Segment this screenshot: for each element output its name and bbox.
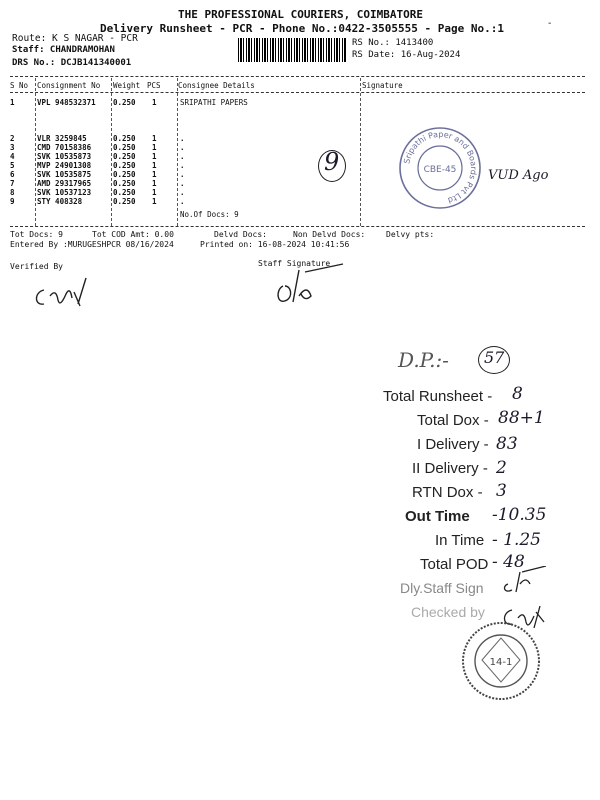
row-weight: 0.250 (113, 143, 136, 152)
row-pcs: 1 (152, 170, 157, 179)
seal-center-text: CBE-45 (423, 165, 457, 175)
row-pcs: 1 (152, 152, 157, 161)
summary-value: 3 (496, 481, 507, 501)
dp-value: 57 (484, 348, 505, 367)
row-consignment: SVK 10537123 (37, 188, 92, 197)
table-header-rule (10, 92, 585, 93)
row-consignee: . (180, 161, 185, 170)
delvy-pts: Delvy pts: (386, 230, 435, 239)
row-sno: 8 (10, 188, 15, 197)
row-consignment: CMD 70158386 (37, 143, 92, 152)
summary-value: - 48 (492, 552, 525, 572)
row-consignment: STY 408328 (37, 197, 83, 206)
verified-signature (30, 270, 100, 312)
handwritten-count: 9 (324, 148, 340, 176)
row-consignment: AMD 29317965 (37, 179, 92, 188)
non-delvd-docs: Non Delvd Docs: (293, 230, 366, 239)
company-seal (398, 126, 482, 210)
route-label: Route: K S NAGAR - PCR (12, 33, 138, 44)
delvd-docs: Delvd Docs: (214, 230, 267, 239)
dly-staff-signature (498, 566, 548, 596)
row-sno: 6 (10, 170, 15, 179)
round-stamp (460, 620, 542, 702)
col-weight: Weight (113, 81, 141, 90)
printed-on: Printed on: 16-08-2024 10:41:56 (200, 240, 350, 249)
no-of-docs: No.Of Docs: 9 (180, 210, 239, 219)
row-consignee: . (180, 179, 185, 188)
rs-date: RS Date: 16-Aug-2024 (352, 50, 461, 60)
row-consignment: VLR 3259845 (37, 134, 87, 143)
row-weight: 0.250 (113, 152, 136, 161)
row-consignee: . (180, 134, 185, 143)
rs-number: RS No.: 1413400 (352, 38, 434, 48)
summary-value: 88+1 (498, 408, 545, 428)
staff-signature-label: Staff Signature (258, 259, 331, 268)
summary-label: I Delivery - (417, 436, 489, 453)
col-divider (360, 78, 361, 226)
row-consignment: VPL 948532371 (37, 98, 96, 107)
tot-docs: Tot Docs: 9 (10, 230, 63, 239)
row-pcs: 1 (152, 98, 157, 107)
col-divider (111, 78, 112, 226)
row-pcs: 1 (152, 143, 157, 152)
drs-number: DRS No.: DCJB141340001 (12, 58, 132, 68)
col-signature: Signature (362, 81, 403, 90)
row-weight: 0.250 (113, 161, 136, 170)
summary-label: RTN Dox - (412, 484, 483, 501)
row-consignee: . (180, 143, 185, 152)
seal-ring-text: Sripathi Paper and Boards Pvt Ltd (402, 129, 479, 205)
row-pcs: 1 (152, 188, 157, 197)
dp-label: D.P.:- (398, 348, 449, 372)
summary-label: Checked by (411, 604, 485, 620)
summary-value: - 1.25 (492, 530, 541, 550)
row-weight: 0.250 (113, 197, 136, 206)
row-sno: 3 (10, 143, 15, 152)
staff-signature (265, 262, 345, 314)
round-stamp-text: 14-1 (489, 657, 513, 668)
company-name: THE PROFESSIONAL COURIERS, COIMBATORE (178, 8, 424, 21)
row-consignee: . (180, 152, 185, 161)
tot-cod: Tot COD Amt: 0.00 (92, 230, 174, 239)
runsheet-title: Delivery Runsheet - PCR - Phone No.:0422-3505555 - Page No.:1 (100, 22, 504, 35)
row-consignee: . (180, 170, 185, 179)
staff-label: Staff: CHANDRAMOHAN (12, 45, 115, 55)
row-consignee: . (180, 197, 185, 206)
table-bottom-rule (10, 226, 585, 227)
summary-label: Out Time (405, 508, 470, 525)
row-pcs: 1 (152, 134, 157, 143)
row-sno: 1 (10, 98, 15, 107)
row-sno: 5 (10, 161, 15, 170)
corner-mark: - (548, 18, 552, 29)
row-consignment: MVP 24901308 (37, 161, 92, 170)
row-sno: 4 (10, 152, 15, 161)
row-consignment: SVK 10535873 (37, 152, 92, 161)
summary-label: Dly.Staff Sign (400, 580, 484, 596)
row-weight: 0.250 (113, 179, 136, 188)
summary-label: In Time (435, 532, 485, 549)
row-consignee: SRIPATHI PAPERS (180, 98, 248, 107)
row-sno: 7 (10, 179, 15, 188)
summary-value: 2 (496, 458, 507, 478)
row-weight: 0.250 (113, 98, 136, 107)
row-pcs: 1 (152, 161, 157, 170)
row-consignment: SVK 10535875 (37, 170, 92, 179)
row-consignee: . (180, 188, 185, 197)
summary-label: II Delivery - (412, 460, 488, 477)
summary-value: 83 (496, 434, 518, 454)
table-top-rule (10, 76, 585, 77)
entered-by: Entered By :MURUGESHPCR 08/16/2024 (10, 240, 174, 249)
col-pcs: PCS (147, 81, 161, 90)
verified-by-label: Verified By (10, 262, 63, 271)
summary-label: Total Runsheet - (383, 388, 493, 405)
summary-value: 8 (512, 384, 523, 404)
row-weight: 0.250 (113, 134, 136, 143)
col-consignment: Consignment No (37, 81, 101, 90)
col-sno: S No (10, 81, 29, 90)
row-sno: 2 (10, 134, 15, 143)
row-pcs: 1 (152, 179, 157, 188)
col-divider (177, 78, 178, 226)
row-weight: 0.250 (113, 188, 136, 197)
summary-label: Total POD (420, 556, 489, 573)
summary-label: Total Dox - (417, 412, 489, 429)
col-consignee: Consignee Details (178, 81, 255, 90)
receiver-signature: VUD Ago (488, 168, 549, 183)
row-weight: 0.250 (113, 170, 136, 179)
col-divider (35, 78, 36, 226)
summary-value: -10.35 (492, 505, 547, 525)
row-sno: 9 (10, 197, 15, 206)
barcode (238, 38, 346, 62)
row-pcs: 1 (152, 197, 157, 206)
